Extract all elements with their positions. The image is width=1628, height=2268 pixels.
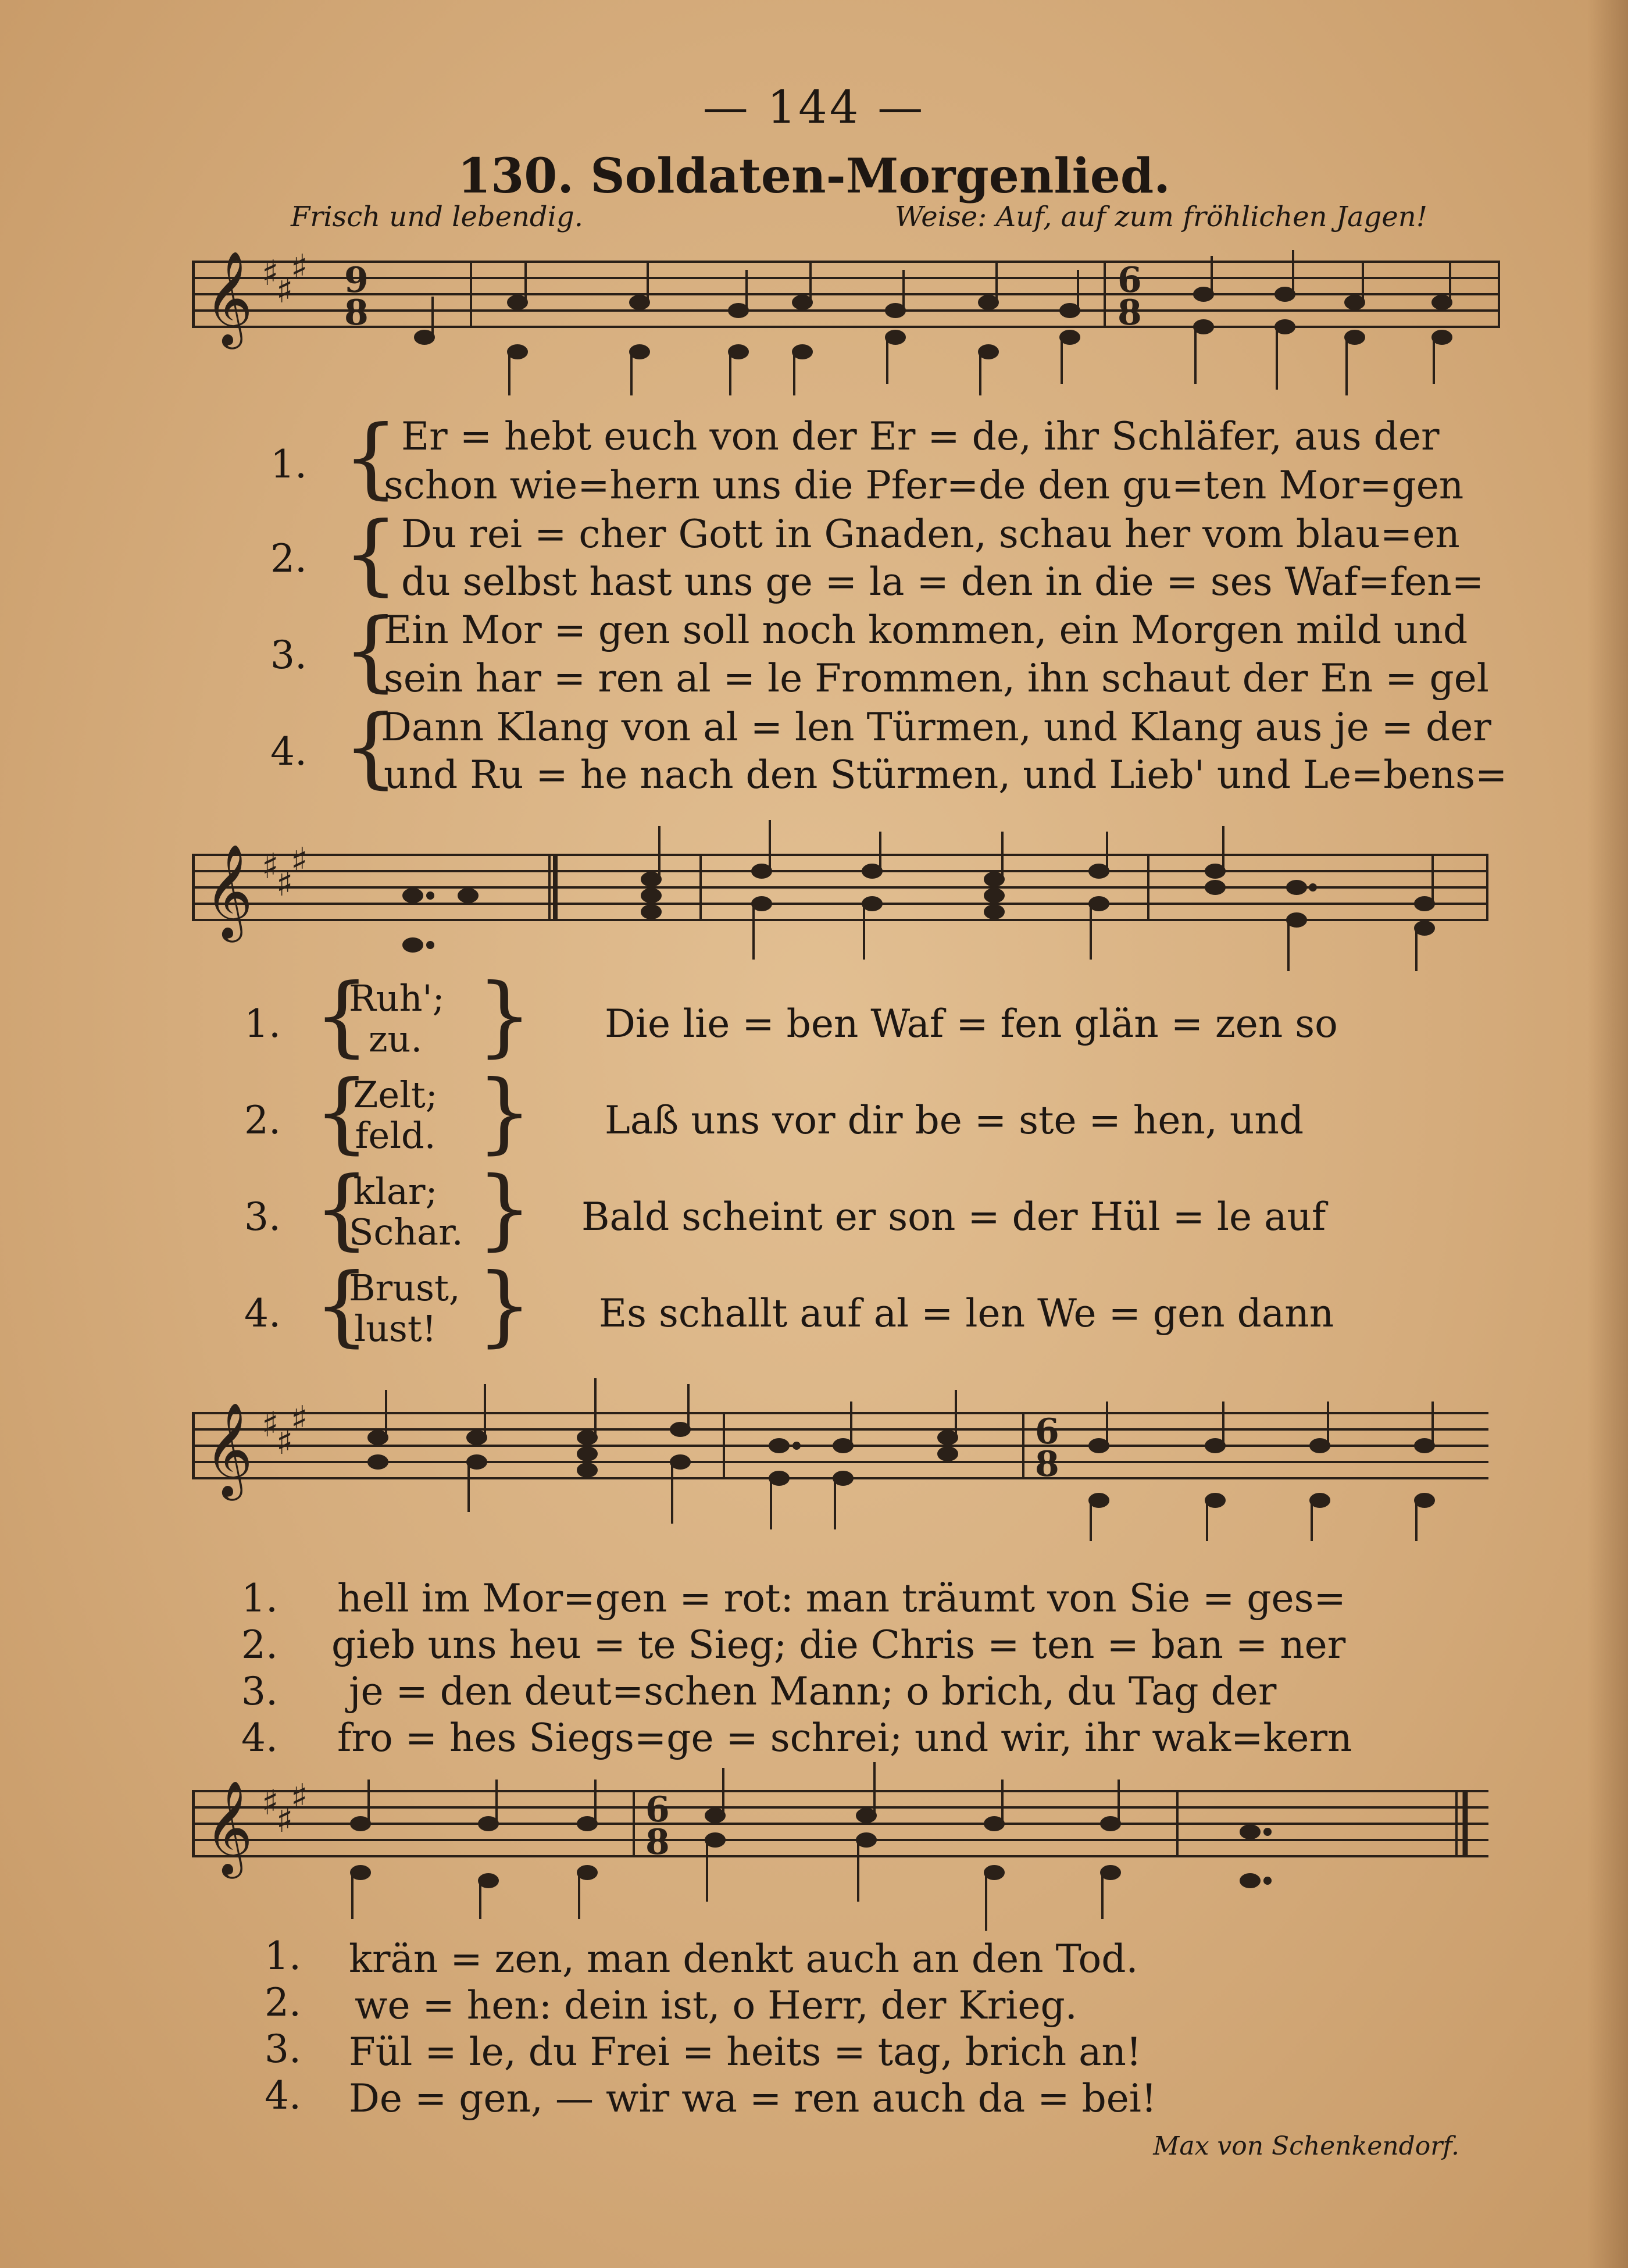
note-head <box>729 345 748 358</box>
treble-clef-icon: 𝄞 <box>205 251 253 345</box>
verse-number: 4. <box>270 729 307 774</box>
verse-number: 1. <box>265 1934 301 1978</box>
brace: { <box>314 1158 370 1260</box>
note-head <box>1090 1439 1108 1452</box>
note-head <box>938 1447 957 1460</box>
note-head <box>1090 1494 1108 1507</box>
note-head <box>1265 1878 1270 1884</box>
verse-number: 3. <box>241 1669 278 1714</box>
time-signature-top: 9 <box>344 260 369 301</box>
author-credit: Max von Schenkendorf. <box>1153 2131 1459 2161</box>
note-head <box>1311 1494 1329 1507</box>
brace: { <box>343 697 399 798</box>
sharp-icon: ♯ <box>291 840 308 881</box>
verse-number: 2. <box>244 1098 281 1143</box>
note-head <box>1287 881 1306 894</box>
note-head <box>1206 865 1224 878</box>
note-head <box>706 1809 724 1822</box>
verse-number: 4. <box>265 2073 301 2118</box>
note-head <box>642 905 661 918</box>
note-head <box>467 1431 486 1444</box>
brace: { <box>343 600 399 701</box>
note-head <box>834 1472 852 1485</box>
note-head <box>834 1439 852 1452</box>
lyric-fragment: Schar. <box>349 1211 463 1253</box>
note-head <box>404 889 422 902</box>
treble-clef-icon: 𝄞 <box>205 844 253 939</box>
sharp-icon: ♯ <box>276 1800 294 1841</box>
note-head <box>886 331 905 344</box>
note-head <box>642 873 661 886</box>
note-head <box>578 1817 597 1830</box>
note-head <box>578 1431 597 1444</box>
sharp-icon: ♯ <box>276 270 294 311</box>
lyric-line: Es schallt auf al = len We = gen dann <box>599 1291 1334 1336</box>
notes-group <box>415 250 1451 395</box>
note-head <box>1276 288 1294 301</box>
time-signature-top: 6 <box>1118 260 1142 301</box>
note-head <box>1415 897 1434 910</box>
song-title: 130. Soldaten-Morgenlied. <box>458 148 1170 204</box>
note-head <box>752 897 771 910</box>
note-head <box>369 1431 387 1444</box>
verse-number: 2. <box>270 536 307 581</box>
lyric-line: Laß uns vor dir be = ste = hen, und <box>605 1098 1304 1143</box>
note-head <box>1101 1817 1120 1830</box>
music-staff-4 <box>192 1756 1506 1954</box>
music-staff-1 <box>192 250 1506 419</box>
note-head <box>1311 1439 1329 1452</box>
lyric-line: we = hen: dein ist, o Herr, der Krieg. <box>355 1983 1077 2028</box>
note-head <box>467 1456 486 1468</box>
lyric-line: De = gen, — wir wa = ren auch da = bei! <box>349 2076 1157 2121</box>
note-head <box>508 345 527 358</box>
note-head <box>1206 881 1224 894</box>
note-head <box>1241 1874 1259 1887</box>
lyric-line: fro = hes Siegs=ge = schrei; und wir, ihr wak=kern <box>337 1716 1352 1760</box>
verse-number: 2. <box>241 1622 278 1667</box>
verse-number: 3. <box>270 633 307 677</box>
note-head <box>1415 1439 1434 1452</box>
note-head <box>1241 1825 1259 1838</box>
note-head <box>578 1447 597 1460</box>
lyric-line: hell im Mor=gen = rot: man träumt von Sie = ges= <box>337 1576 1346 1621</box>
time-signature-top: 6 <box>1035 1411 1059 1452</box>
lyric-line: Ein Mor = gen soll noch kommen, ein Morgen mild und <box>384 608 1468 652</box>
note-head <box>706 1834 724 1846</box>
note-head <box>1276 320 1294 333</box>
note-head <box>1061 304 1079 317</box>
note-head <box>793 296 812 309</box>
note-head <box>979 345 998 358</box>
note-head <box>1194 320 1213 333</box>
note-head <box>985 905 1004 918</box>
brace: } <box>477 1158 533 1260</box>
verse-number: 2. <box>265 1980 301 2025</box>
note-head <box>671 1423 690 1436</box>
note-head <box>1345 296 1364 309</box>
verse-number: 4. <box>241 1716 278 1760</box>
verse-number: 1. <box>241 1576 278 1621</box>
tempo-marking: Frisch und lebendig. <box>291 201 583 233</box>
lyric-line: je = den deut=schen Mann; o brich, du Tag der <box>349 1669 1277 1714</box>
brace: { <box>343 504 399 605</box>
sharp-icon: ♯ <box>262 253 279 294</box>
notes-group <box>369 1378 1434 1541</box>
note-head <box>1345 331 1364 344</box>
lyric-fragment: zu. <box>368 1018 423 1060</box>
brace: { <box>314 1062 370 1163</box>
note-head <box>794 1443 799 1449</box>
note-head <box>979 296 998 309</box>
note-head <box>985 889 1004 902</box>
page-edge-shadow <box>1587 0 1628 2268</box>
verse-number: 1. <box>244 1001 281 1046</box>
note-head <box>886 304 905 317</box>
note-head <box>479 1874 498 1887</box>
note-head <box>578 1866 597 1879</box>
note-head <box>770 1439 788 1452</box>
notes-group <box>404 820 1434 971</box>
sharp-icon: ♯ <box>276 1422 294 1463</box>
note-head <box>1415 1494 1434 1507</box>
note-head <box>404 939 422 951</box>
note-head <box>1061 331 1079 344</box>
sharp-icon: ♯ <box>291 250 308 288</box>
brace: { <box>314 1255 370 1356</box>
time-signature-top: 6 <box>645 1789 670 1830</box>
note-head <box>427 893 433 898</box>
note-head <box>863 865 881 878</box>
verse-number: 4. <box>244 1291 281 1336</box>
note-head <box>642 889 661 902</box>
note-head <box>630 345 649 358</box>
sharp-icon: ♯ <box>276 864 294 904</box>
lyric-fragment: Zelt; <box>353 1074 438 1116</box>
note-head <box>1090 897 1108 910</box>
lyric-line: sein har = ren al = le Frommen, ihn schaut der En = gel <box>384 656 1489 701</box>
note-head <box>863 897 881 910</box>
note-head <box>1433 296 1451 309</box>
brace: { <box>343 407 399 508</box>
note-head <box>938 1431 957 1444</box>
note-head <box>1090 865 1108 878</box>
note-head <box>479 1817 498 1830</box>
lyric-line: gieb uns heu = te Sieg; die Chris = ten = ban = ner <box>331 1622 1346 1667</box>
brace: } <box>477 1255 533 1356</box>
note-head <box>630 296 649 309</box>
verse-number: 1. <box>270 442 307 487</box>
lyric-fragment: klar; <box>353 1170 438 1213</box>
brace: { <box>314 965 370 1067</box>
brace: } <box>477 965 533 1067</box>
lyric-line: Er = hebt euch von der Er = de, ihr Schläfer, aus der <box>401 414 1440 459</box>
verse-number: 3. <box>244 1194 281 1239</box>
note-head <box>351 1817 370 1830</box>
note-head <box>1265 1829 1270 1835</box>
note-head <box>1287 914 1306 926</box>
sharp-icon: ♯ <box>291 1399 308 1439</box>
treble-clef-icon: 𝄞 <box>205 1402 253 1497</box>
time-signature-bottom: 8 <box>1118 293 1142 333</box>
note-head <box>1310 885 1316 890</box>
note-head <box>752 865 771 878</box>
brace: } <box>477 1062 533 1163</box>
note-head <box>857 1809 876 1822</box>
lyric-fragment: lust! <box>354 1307 437 1350</box>
note-head <box>1206 1494 1224 1507</box>
lyric-line: und Ru = he nach den Stürmen, und Lieb' und Le=bens= <box>384 753 1508 797</box>
note-head <box>985 1817 1004 1830</box>
note-head <box>427 942 433 948</box>
lyric-line: du selbst hast uns ge = la = den in die = ses Waf=fen= <box>401 559 1484 604</box>
note-head <box>578 1464 597 1477</box>
lyric-fragment: Ruh'; <box>349 977 445 1019</box>
sharp-icon: ♯ <box>291 1777 308 1817</box>
sharp-icon: ♯ <box>262 1782 279 1823</box>
lyric-line: krän = zen, man denkt auch an den Tod. <box>349 1937 1138 1981</box>
note-head <box>1194 288 1213 301</box>
music-staff-3 <box>192 1367 1506 1553</box>
treble-clef-icon: 𝄞 <box>205 1780 253 1875</box>
sharp-icon: ♯ <box>262 846 279 887</box>
note-head <box>415 331 434 344</box>
note-head <box>459 889 477 902</box>
lyric-line: Fül = le, du Frei = heits = tag, brich an! <box>349 2030 1142 2074</box>
note-head <box>1433 331 1451 344</box>
sharp-icon: ♯ <box>262 1404 279 1445</box>
note-head <box>351 1866 370 1879</box>
melody-note: Weise: Auf, auf zum fröhlichen Jagen! <box>894 201 1427 233</box>
note-head <box>770 1472 788 1485</box>
note-head <box>985 873 1004 886</box>
note-head <box>671 1456 690 1468</box>
note-head <box>729 304 748 317</box>
notes-group <box>351 1762 1270 1931</box>
note-head <box>857 1834 876 1846</box>
note-head <box>1101 1866 1120 1879</box>
time-signature-bottom: 8 <box>645 1822 670 1863</box>
lyric-line: Dann Klang von al = len Türmen, und Klang aus je = der <box>381 705 1491 750</box>
lyric-line: Du rei = cher Gott in Gnaden, schau her vom blau=en <box>401 512 1460 557</box>
verse-number: 3. <box>265 2027 301 2071</box>
lyric-line: Bald scheint er son = der Hül = le auf <box>581 1194 1326 1239</box>
lyric-line: schon wie=hern uns die Pfer=de den gu=ten Mor=gen <box>384 463 1464 508</box>
time-signature-bottom: 8 <box>344 293 369 333</box>
music-staff-2 <box>192 814 1506 989</box>
lyric-line: Die lie = ben Waf = fen glän = zen so <box>605 1001 1338 1046</box>
page-number: — 144 — <box>702 81 926 134</box>
note-head <box>508 296 527 309</box>
note-head <box>985 1866 1004 1879</box>
note-head <box>793 345 812 358</box>
lyric-fragment: feld. <box>355 1114 436 1157</box>
lyric-fragment: Brust, <box>349 1267 460 1309</box>
time-signature-bottom: 8 <box>1035 1444 1059 1485</box>
note-head <box>369 1456 387 1468</box>
note-head <box>1415 922 1434 935</box>
note-head <box>1206 1439 1224 1452</box>
